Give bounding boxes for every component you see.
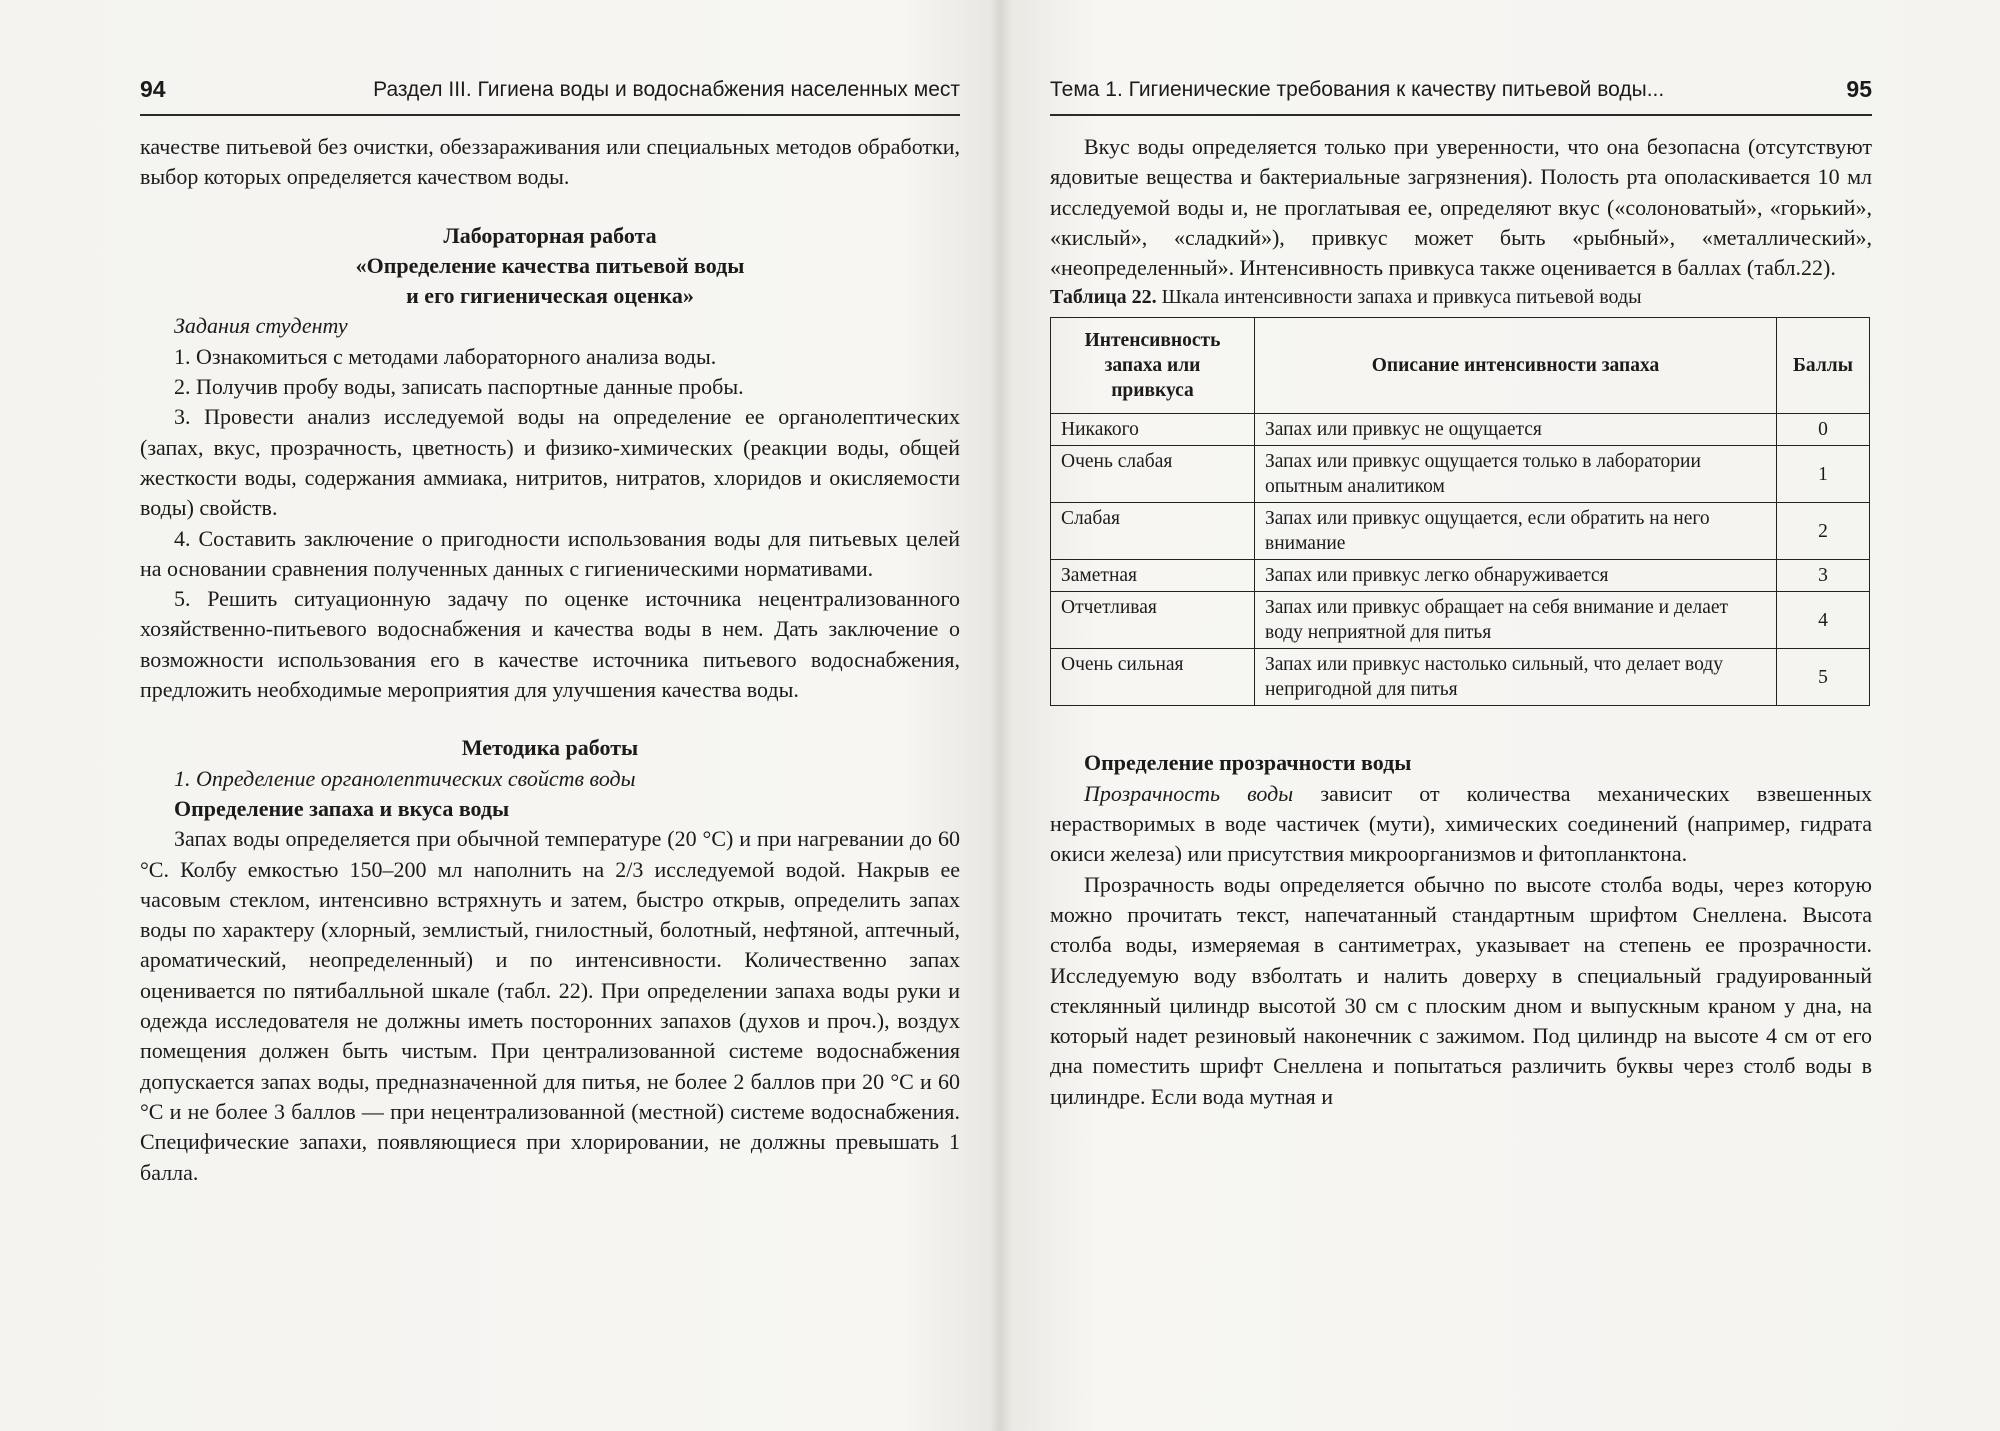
section-heading: 1. Определение органолептических свойств воды	[174, 765, 636, 791]
table-header-row	[1051, 318, 1870, 414]
transparency-term: Прозрачность воды	[1084, 780, 1294, 806]
left-page	[140, 0, 960, 1431]
left-page-body	[140, 132, 960, 1188]
description-cell: Запах или привкус обращает на себя внимание и делает воду неприятной для питья	[1255, 592, 1777, 649]
column-header-intensity: Интенсивность запаха или привкуса	[1051, 318, 1255, 414]
taste-paragraph: Вкус воды определяется только при уверенности, что она безопасна (отсутствуют ядовитые вещества и бактериальные загрязнения). Полость рта ополаскивается 10 мл исследуемой воды и, не проглатывая ее, определяют вкус («солоноватый», «горький», «кислый», «сладкий»), привкус может быть «рыбный», «металлический», «неопределенный». Интенсивность привкуса также оценивается в баллах (табл.22).	[1050, 134, 1872, 281]
right-page-header	[1050, 74, 1872, 116]
table-row	[1051, 503, 1870, 560]
transparency-text: зависит от количества механических взвешенных нерастворимых в воде частичек (мути), химических соединений (например, гидрата окиси железа) или присутствия микроорганизмов и фитопланктона.	[1050, 780, 1872, 867]
table-row	[1051, 592, 1870, 649]
lab-title-line-3: и его гигиеническая оценка»	[406, 283, 694, 309]
score-cell: 3	[1777, 560, 1870, 592]
method-heading: Методика работы	[461, 735, 639, 761]
task-item: 3. Провести анализ исследуемой воды на определение ее органолептических (запах, вкус, прозрачность, цветность) и физико-химических (реакции воды, общей жесткости воды, содержания аммиака, нитритов, нитратов, хлоридов и окисляемости воды) свойств.	[140, 404, 960, 521]
column-header-score: Баллы	[1777, 318, 1870, 414]
intensity-cell: Никакого	[1051, 414, 1255, 446]
page-number: 95	[1846, 76, 1872, 102]
intensity-cell: Очень слабая	[1051, 446, 1255, 503]
left-page-header	[140, 74, 960, 116]
intro-paragraph: качестве питьевой без очистки, обеззараживания или специальных методов обработки, выбор которых определяется качеством воды.	[140, 134, 960, 190]
description-cell: Запах или привкус не ощущается	[1255, 414, 1777, 446]
lab-title-line-1: Лабораторная работа	[443, 222, 657, 248]
column-header-description: Описание интенсивности запаха	[1255, 318, 1777, 414]
running-head: Тема 1. Гигиенические требования к качеству питьевой воды...	[1050, 78, 1665, 101]
subsection-heading: Определение прозрачности воды	[1084, 750, 1412, 776]
score-cell: 5	[1777, 649, 1870, 706]
table-label: Таблица 22.	[1050, 286, 1157, 309]
task-item: 1. Ознакомиться с методами лабораторного анализа воды.	[174, 343, 717, 369]
intensity-cell: Слабая	[1051, 503, 1255, 560]
smell-paragraph: Запах воды определяется при обычной температуре (20 °С) и при нагревании до 60 °С. Колбу емкостью 150–200 мл наполнить на 2/3 исследуемой водой. Накрыв ее часовым стеклом, интенсивно встряхнуть и затем, быстро открыв, определить запах воды по характеру (хлорный, землистый, гнилостный, болотный, нефтяной, аптечный, ароматический, неопределенный) и по интенсивности. Количественно запах оценивается по пятибалльной шкале (табл. 22). При определении запаха воды руки и одежда исследователя не должны иметь посторонних запахов (духов и проч.), воздух помещения должен быть чистым. При централизованной системе водоснабжения допускается запах воды, предназначенной для питья, не более 2 баллов при 20 °С и 60 °С и не более 3 баллов — при нецентрализованной (местной) системе водоснабжения. Специфические запахи, появляющиеся при хлорировании, не должны превышать 1 балла.	[140, 826, 960, 1185]
description-cell: Запах или привкус ощущается только в лаборатории опытным аналитиком	[1255, 446, 1777, 503]
intensity-cell: Отчетливая	[1051, 592, 1255, 649]
right-page	[1050, 0, 1872, 1431]
page-number: 94	[140, 76, 166, 102]
intensity-cell: Очень сильная	[1051, 649, 1255, 706]
table-caption	[1050, 283, 1872, 311]
task-item: 5. Решить ситуационную задачу по оценке источника нецентрализованного хозяйственно-питьевого водоснабжения и качества воды в нем. Дать заключение о возможности использования его в качестве источника питьевого водоснабжения, предложить необходимые мероприятия для улучшения качества воды.	[140, 586, 960, 703]
transparency-paragraph-2: Прозрачность воды определяется обычно по высоте столба воды, через которую можно прочитать текст, напечатанный стандартным шрифтом Снеллена. Высота столба воды, измеряемая в сантиметрах, указывает на степень ее прозрачности. Исследуемую воду взболтать и налить доверху в специальный градуированный стеклянный цилиндр высотой 30 см с плоским дном и выпускным краном у дна, на который надет резиновый наконечник с зажимом. Под цилиндр на высоте 4 см от его дна поместить шрифт Снеллена и попытаться различить буквы через столб воды в цилиндре. Если вода мутная и	[1050, 871, 1872, 1109]
task-item: 2. Получив пробу воды, записать паспортные данные пробы.	[174, 374, 744, 400]
table-row	[1051, 560, 1870, 592]
score-cell: 2	[1777, 503, 1870, 560]
table-row	[1051, 649, 1870, 706]
table-caption-text: Шкала интенсивности запаха и привкуса питьевой воды	[1161, 286, 1642, 309]
score-cell: 0	[1777, 414, 1870, 446]
lab-title-line-2: «Определение качества питьевой воды	[355, 252, 745, 278]
running-head: Раздел III. Гигиена воды и водоснабжения населенных мест	[373, 78, 960, 101]
task-item: 4. Составить заключение о пригодности использования воды для питьевых целей на основании сравнения полученных данных с гигиеническими нормативами.	[140, 525, 960, 581]
tasks-heading: Задания студенту	[174, 313, 348, 339]
right-page-body	[1050, 132, 1872, 1112]
subsection-heading: Определение запаха и вкуса воды	[174, 795, 510, 821]
description-cell: Запах или привкус ощущается, если обратить на него внимание	[1255, 503, 1777, 560]
intensity-table	[1050, 317, 1870, 706]
score-cell: 1	[1777, 446, 1870, 503]
table-row	[1051, 414, 1870, 446]
description-cell: Запах или привкус настолько сильный, что делает воду непригодной для питья	[1255, 649, 1777, 706]
description-cell: Запах или привкус легко обнаруживается	[1255, 560, 1777, 592]
score-cell: 4	[1777, 592, 1870, 649]
table-row	[1051, 446, 1870, 503]
transparency-paragraph-1	[1050, 779, 1872, 870]
intensity-cell: Заметная	[1051, 560, 1255, 592]
